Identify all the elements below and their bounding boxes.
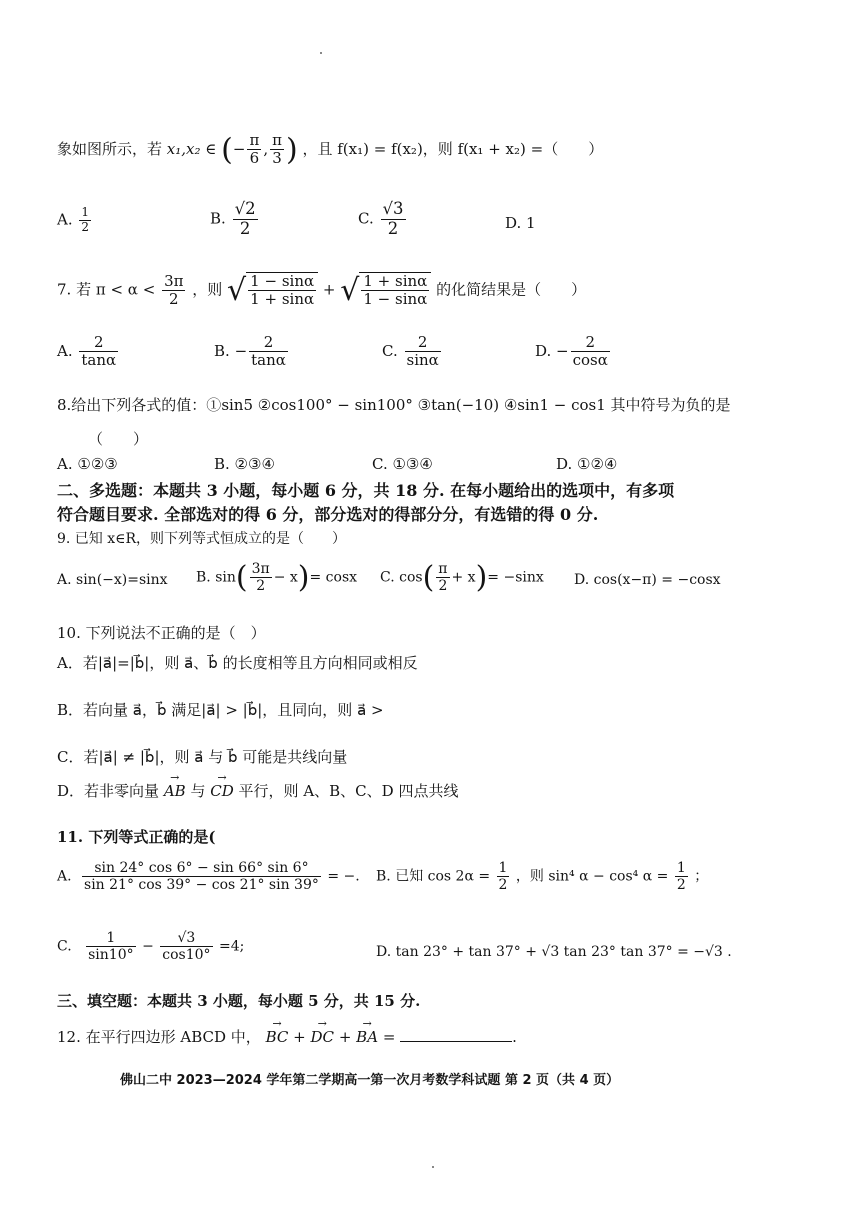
q11-stem: 11. 下列等式正确的是( bbox=[57, 828, 216, 846]
q11-option-d: D. tan 23° + tan 37° + √3 tan 23° tan 37° = −√3 . bbox=[376, 944, 732, 960]
section3-heading: 三、填空题：本题共 3 小题，每小题 5 分，共 15 分. bbox=[57, 992, 421, 1010]
scan-speck bbox=[432, 1166, 434, 1168]
section2-heading-line1: 二、多选题：本题共 3 小题，每小题 6 分，共 18 分. 在每小题给出的选项中，有多项 bbox=[57, 481, 675, 500]
q7-option-b: B. − $\frac{2}{\tan\alpha}$ bbox=[214, 333, 286, 370]
q8-option-a: A. ①②③ bbox=[57, 455, 118, 473]
q8-paren: （ ） bbox=[88, 430, 149, 448]
q11-option-a: A. $\frac{\sin 24^\circ \cos 6^\circ - \sin 66^\circ \sin 6^\circ}{\sin 21^\circ \cos 39^\circ - \cos 21^\circ \sin 39^\circ}$ = −. bbox=[57, 860, 360, 894]
q8-option-c: C. ①③④ bbox=[372, 455, 433, 473]
q6-stem-text: 象如图所示，若 bbox=[57, 139, 163, 158]
q6-option-b: B. $\frac{√2}{2}$ bbox=[210, 199, 256, 238]
section2-heading-line2: 符合题目要求. 全部选对的得 6 分，部分选对的得部分分，有选错的得 0 分. bbox=[57, 505, 599, 524]
q10-option-a: A．若|a⃗|=|b⃗|，则 a⃗、b⃗ 的长度相等且方向相同或相反 bbox=[57, 654, 418, 672]
q10-option-b: B．若向量 a⃗，b⃗ 满足|a⃗| > |b⃗|，且同向，则 a⃗ > bbox=[57, 701, 384, 719]
q9-option-c: C. cos( $\frac{\pi}{2}$ + x)= −sinx bbox=[380, 560, 544, 595]
page-footer: 佛山二中 2023—2024 学年第二学期高一第一次月考数学科试题 第 2 页（共 4 页） bbox=[120, 1073, 620, 1088]
q8-option-d: D. ①②④ bbox=[556, 455, 618, 473]
q6-option-d: D. 1 bbox=[505, 214, 536, 232]
q9-stem: 9. 已知 x∈R，则下列等式恒成立的是（ ） bbox=[57, 531, 347, 547]
q11-option-c: C. $\frac{1}{\sin 10^\circ}$ − $\frac{√3}{\cos 10^\circ}$ =4; bbox=[57, 930, 245, 964]
vector-bc: → BC bbox=[266, 1028, 289, 1046]
q8-option-b: B. ②③④ bbox=[214, 455, 275, 473]
q7-option-c: C. $\frac{2}{\sin\alpha}$ bbox=[382, 333, 439, 370]
q7-radical-1: √ $\frac{1 - \sin\alpha}{1 + \sin\alpha}$ bbox=[227, 272, 318, 309]
q10-stem: 10. 下列说法不正确的是（ ） bbox=[57, 624, 266, 642]
q7-stem: 7. 若 π < α < $\frac{3\pi}{2}$ ，则 √ $\frac{1 - \sin\alpha}{1 + \sin\alpha}$ + √ $\frac{1 + \sin\alpha}{1 - \sin\alpha}$ 的化简结果是（ ） bbox=[57, 271, 587, 309]
scan-speck bbox=[320, 52, 322, 54]
q10-option-d: D．若非零向量 → AB 与 → CD 平行，则 A、B、C、D 四点共线 bbox=[57, 780, 458, 801]
q6-stem: 象如图所示，若 x₁,x₂ ∈ (− $\frac{\pi}{6}$ , $\frac{\pi}{3}$ ) ，且 f(x₁) = f(x₂)，则 f(x₁ + x₂) =（ ） bbox=[57, 131, 604, 168]
q8-stem: 8.给出下列各式的值：①sin5 ②cos100° − sin100° ③tan(−10) ④sin1 − cos1 其中符号为负的是 bbox=[57, 396, 731, 414]
q9-option-d: D. cos(x−π) = −cosx bbox=[574, 572, 721, 588]
q6-interval-left: $\frac{\pi}{6}$ bbox=[249, 131, 260, 168]
q12-stem: 12. 在平行四边形 ABCD 中， → BC + → DC + → BA = . bbox=[57, 1026, 517, 1047]
vector-ba: → BA bbox=[356, 1028, 378, 1046]
q10-option-c: C．若|a⃗| ≠ |b⃗|，则 a⃗ 与 b⃗ 可能是共线向量 bbox=[57, 748, 348, 766]
vector-dc: → DC bbox=[311, 1028, 335, 1046]
answer-blank bbox=[400, 1027, 512, 1042]
vector-ab: → AB bbox=[164, 782, 186, 800]
q6-condition: ，且 f(x₁) = f(x₂)，则 f(x₁ + x₂) =（ ） bbox=[302, 139, 604, 158]
vector-cd: → CD bbox=[210, 782, 234, 800]
q6-option-c: C. $\frac{√3}{2}$ bbox=[358, 199, 404, 238]
q11-option-b: B. 已知 cos 2α = $\frac{1}{2}$ ，则 sin⁴ α − cos⁴ α = $\frac{1}{2}$ ； bbox=[376, 860, 709, 894]
q9-option-b: B. sin( $\frac{3\pi}{2}$ − x)= cosx bbox=[196, 560, 358, 595]
q7-radical-2: √ $\frac{1 + \sin\alpha}{1 - \sin\alpha}$ bbox=[340, 272, 431, 309]
q6-option-a: A. $\frac{1}{2}$ bbox=[57, 205, 90, 234]
q6-interval-right: $\frac{\pi}{3}$ bbox=[272, 131, 282, 168]
q7-option-d: D. − $\frac{2}{\cos\alpha}$ bbox=[535, 333, 608, 370]
q7-option-a: A. $\frac{2}{\tan\alpha}$ bbox=[57, 333, 117, 370]
q6-vars: x₁,x₂ ∈ bbox=[166, 139, 217, 158]
q9-option-a: A. sin(−x)=sinx bbox=[57, 572, 168, 588]
